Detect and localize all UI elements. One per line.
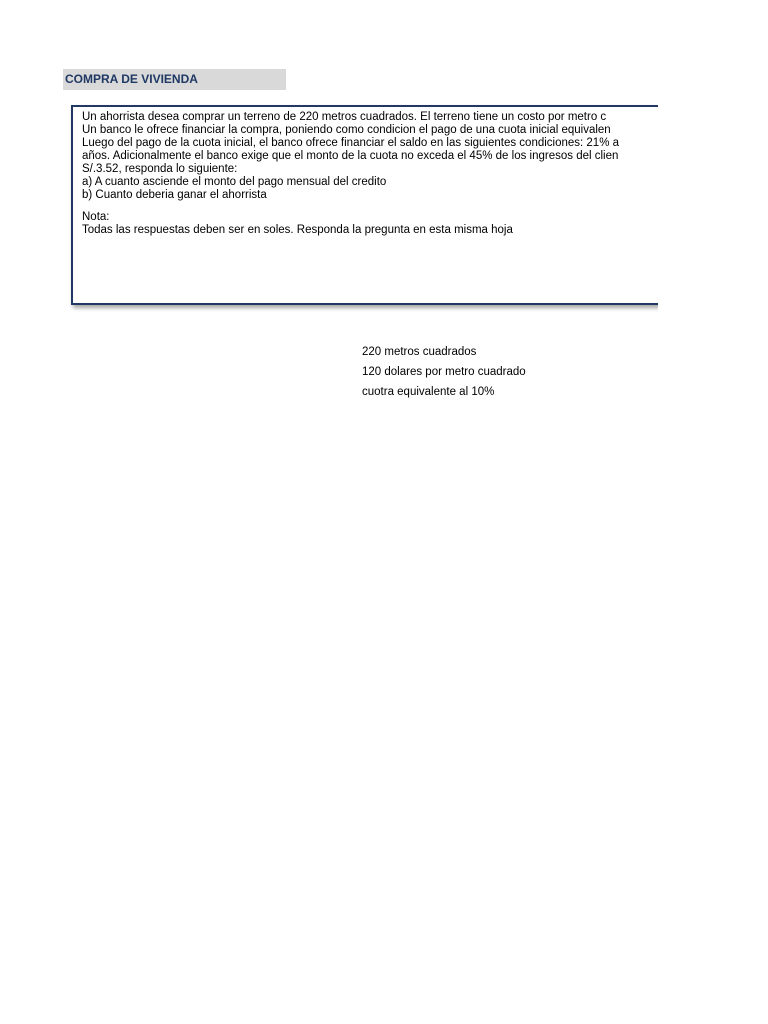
- note-cell-price[interactable]: 120 dolares por metro cuadrado: [362, 366, 526, 378]
- question-b: b) Cuanto deberia ganar el ahorrista: [82, 189, 267, 201]
- note-cell-area[interactable]: 220 metros cuadrados: [362, 346, 477, 358]
- problem-line: Un banco le ofrece financiar la compra, poniendo como condicion el pago de una cuota inicial equivalen: [82, 124, 611, 136]
- problem-line: Luego del pago de la cuota inicial, el banco ofrece financiar el saldo en las siguientes condiciones: 21% a: [82, 137, 620, 149]
- problem-text-box[interactable]: [71, 105, 658, 305]
- notes-cells: [362, 342, 526, 402]
- note-label: Nota:: [82, 211, 110, 223]
- note-cell-downpayment[interactable]: cuotra equivalente al 10%: [362, 386, 495, 398]
- note-text: Todas las respuestas deben ser en soles. Responda la pregunta en esta misma hoja: [82, 224, 513, 236]
- question-a: a) A cuanto asciende el monto del pago mensual del credito: [82, 176, 387, 188]
- problem-line: años. Adicionalmente el banco exige que el monto de la cuota no exceda el 45% de los ingresos del clien: [82, 150, 619, 162]
- problem-line: S/.3.52, responda lo siguiente:: [82, 163, 238, 175]
- problem-line: Un ahorrista desea comprar un terreno de 220 metros cuadrados. El terreno tiene un costo por metro c: [82, 111, 607, 123]
- sheet-title: COMPRA DE VIVIENDA: [63, 69, 286, 90]
- spacer: [82, 202, 658, 211]
